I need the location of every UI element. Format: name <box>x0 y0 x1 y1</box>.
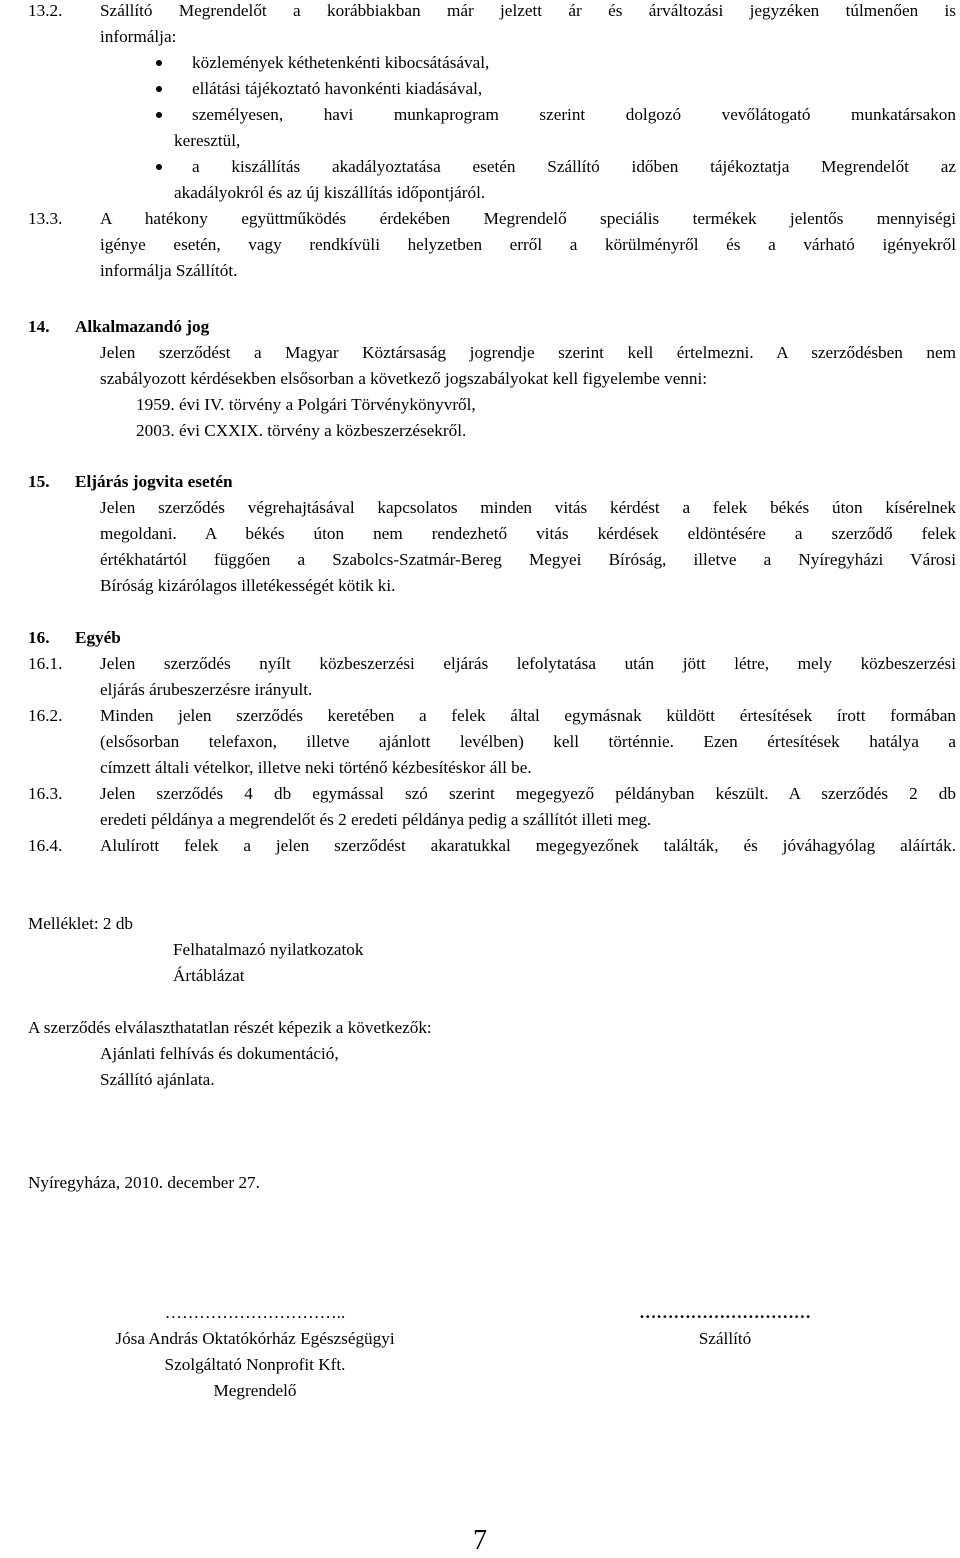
subsection-16-2 <box>0 703 960 781</box>
bullet-icon <box>156 60 162 66</box>
attachment-item: Felhatalmazó nyilatkozatok <box>173 940 364 959</box>
section-number: 13.2. <box>28 1 63 20</box>
section-heading <box>0 625 960 651</box>
signature-right <box>530 1300 920 1352</box>
paragraph-line: Jelen szerződés nyílt közbeszerzési eljárás lefolytatása után jött létre, mely közbeszerzési <box>100 654 956 673</box>
section-13-2-line <box>0 0 960 24</box>
bullet-icon <box>156 112 162 118</box>
paragraph-line: igénye esetén, vagy rendkívüli helyzetben erről a körülményről és a várható igényekről <box>100 235 956 254</box>
bullet-text: a kiszállítás akadályoztatása esetén Szállító időben tájékoztatja Megrendelőt az <box>192 157 956 176</box>
paragraph-line: informálja Szállítót. <box>100 261 238 280</box>
section-13-2 <box>0 0 960 206</box>
bullet-icon <box>156 164 162 170</box>
integral-part-item: Szállító ajánlata. <box>100 1070 215 1089</box>
paragraph-line: címzett általi vételkor, illetve neki történő kézbesítéskor áll be. <box>100 758 532 777</box>
subsection-16-3 <box>0 781 960 833</box>
paragraph-line: Szállító Megrendelőt a korábbiakban már jelzett ár és árváltozási jegyzéken túlmenően is <box>100 1 956 20</box>
section-title: Eljárás jogvita esetén <box>75 472 233 491</box>
section-14 <box>0 314 960 444</box>
signatory-role: Szállító <box>698 1329 752 1348</box>
section-heading <box>0 469 960 495</box>
paragraph-line: értékhatártól függően a Szabolcs-Szatmár-Bereg Megyei Bíróság, illetve a Nyíregyházi Városi <box>100 550 956 569</box>
paragraph-line: (elsősorban telefaxon, illetve ajánlott levélben) kell történnie. Ezen értesítések hatálya a <box>100 732 956 751</box>
paragraph-line: szabályozott kérdésekben elsősorban a következő jogszabályokat kell figyelembe venni: <box>100 369 708 388</box>
subsection-16-1 <box>0 651 960 703</box>
section-number: 15. <box>28 472 50 491</box>
bullet-text: keresztül, <box>174 131 241 150</box>
paragraph-line: A hatékony együttműködés érdekében Megrendelő speciális termékek jelentős mennyiségi <box>100 209 956 228</box>
signatory-line: Szolgáltató Nonprofit Kft. <box>164 1355 346 1374</box>
bullet-item <box>0 76 960 102</box>
place-date-text: Nyíregyháza, 2010. december 27. <box>28 1173 260 1192</box>
section-number: 13.3. <box>28 209 63 228</box>
paragraph-line: Bíróság kizárólagos illetékességét kötik ki. <box>100 576 396 595</box>
integral-parts-label: A szerződés elválaszthatatlan részét képezik a következők: <box>28 1018 432 1037</box>
paragraph-line: Jelen szerződést a Magyar Köztársaság jogrendje szerint kell értelmezni. A szerződésben nem <box>100 343 956 362</box>
paragraph-line: eljárás árubeszerzésre irányult. <box>100 680 313 699</box>
section-13-3 <box>0 206 960 284</box>
section-15 <box>0 469 960 599</box>
attachment-item: Ártáblázat <box>173 966 245 985</box>
integral-parts-block <box>0 1015 960 1093</box>
signatory-line: Jósa András Oktatókórház Egészségügyi <box>115 1329 395 1348</box>
law-item: 1959. évi IV. törvény a Polgári Törvénykönyvről, <box>136 395 476 414</box>
bullet-icon <box>156 86 162 92</box>
signature-left <box>60 1300 450 1404</box>
paragraph-line: Jelen szerződés 4 db egymással szó szerint megegyező példányban készült. A szerződés 2 db <box>100 784 956 803</box>
paragraph-line: informálja: <box>100 27 177 46</box>
signatory-role: Megrendelő <box>213 1381 297 1400</box>
page-number: 7 <box>473 1525 487 1556</box>
paragraph-line: Minden jelen szerződés keretében a felek által egymásnak küldött értesítések írott formában <box>100 706 956 725</box>
bullet-text: közlemények kéthetenkénti kibocsátásával, <box>192 53 490 72</box>
integral-part-item: Ajánlati felhívás és dokumentáció, <box>100 1044 339 1063</box>
section-number: 14. <box>28 317 50 336</box>
paragraph-line: eredeti példánya a megrendelőt és 2 eredeti példánya pedig a szállítót illeti meg. <box>100 810 652 829</box>
attachments-block <box>0 911 960 989</box>
bullet-item <box>0 102 960 154</box>
bullet-item <box>0 50 960 76</box>
section-heading <box>0 314 960 340</box>
subsection-number: 16.1. <box>28 654 63 673</box>
attachments-label: Melléklet: 2 db <box>28 914 134 933</box>
section-number: 16. <box>28 628 50 647</box>
subsection-number: 16.4. <box>28 836 63 855</box>
bullet-text: akadályokról és az új kiszállítás időpontjáról. <box>174 183 486 202</box>
paragraph-line: megoldani. A békés úton nem rendezhető vitás kérdések eldöntésére a szerződő felek <box>100 524 956 543</box>
subsection-number: 16.3. <box>28 784 63 803</box>
bullet-text: személyesen, havi munkaprogram szerint dolgozó vevőlátogató munkatársakon <box>192 105 956 124</box>
section-title: Egyéb <box>75 628 121 647</box>
law-item: 2003. évi CXXIX. törvény a közbeszerzésekről. <box>136 421 467 440</box>
signature-line: ………………………….. <box>164 1303 346 1322</box>
section-title: Alkalmazandó jog <box>75 317 210 336</box>
bullet-text: ellátási tájékoztató havonkénti kiadásával, <box>192 79 483 98</box>
subsection-number: 16.2. <box>28 706 63 725</box>
section-16 <box>0 625 960 859</box>
subsection-16-4 <box>0 833 960 859</box>
signature-line: ………………………… <box>639 1303 811 1322</box>
place-date <box>0 1170 960 1196</box>
bullet-item <box>0 154 960 206</box>
section-13-3-line <box>0 206 960 232</box>
paragraph-line: Jelen szerződés végrehajtásával kapcsolatos minden vitás kérdést a felek békés úton kísérelnek <box>100 498 956 517</box>
paragraph-line: Alulírott felek a jelen szerződést akaratukkal megegyezőnek találták, és jóváhagyólag aláírták. <box>100 836 956 855</box>
